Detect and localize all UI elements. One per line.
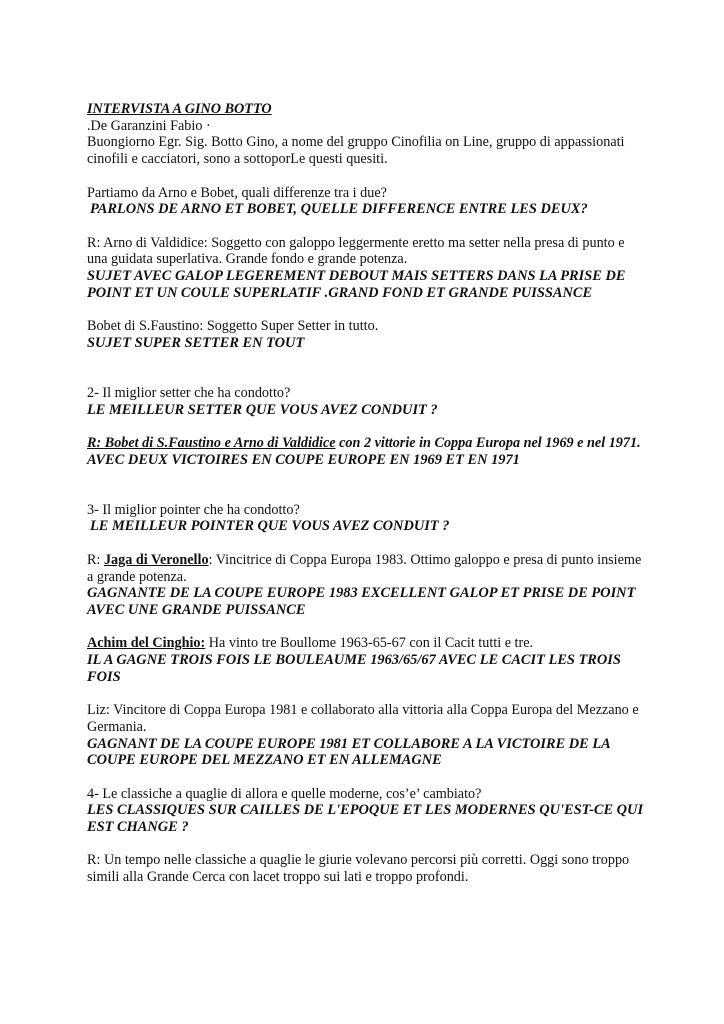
answer-3-jaga-name: Jaga di Veronello — [103, 551, 209, 568]
question-2-italian: 2- Il miglior setter che ha condotto? — [87, 384, 291, 401]
answer-4-italian: R: Un tempo nelle classiche a quaglie le giurie volevano percorsi più corretti. Oggi sono troppo simili alla Grande Cerca con lacet troppo sui lati e troppo profondi. — [87, 852, 630, 886]
question-3-french: LE MEILLEUR POINTER QUE VOUS AVEZ CONDUIT ? — [90, 518, 450, 535]
answer-3-achim-rest: Ha vinto tre Boullome 1963-65-67 con il Cacit tutti e tre. — [205, 635, 534, 652]
question-1-french: PARLONS DE ARNO ET BOBET, QUELLE DIFFERENCE ENTRE LES DEUX? — [90, 201, 588, 218]
answer-1-arno-french: SUJET AVEC GALOP LEGEREMENT DEBOUT MAIS SETTERS DANS LA PRISE DE POINT ET UN COULE SUPERLATIF .GRAND FOND ET GRANDE PUISSANCE — [87, 268, 626, 301]
question-3-italian: 3- Il miglior pointer che ha condotto? — [87, 501, 300, 518]
answer-3-liz-italian: Liz: Vincitore di Coppa Europa 1981 e collaborato alla vittoria alla Coppa Europa del Mezzano e Germania. — [87, 702, 639, 735]
answer-1-bobet-italian: Bobet di S.Faustino: Soggetto Super Setter in tutto. — [87, 318, 379, 335]
answer-1-bobet-french: SUJET SUPER SETTER EN TOUT — [87, 334, 305, 351]
answer-3-jaga-rest: : Vincitrice di Coppa Europa 1983. Ottimo galoppo e presa di punto insieme a grande potenza. — [87, 551, 642, 585]
document-page — [87, 101, 647, 886]
answer-1-arno-italian: R: Arno di Valdidice: Soggetto con galoppo leggermente eretto ma setter nella presa di punto e una guidata superlativa. Grande fondo e grande potenza. — [87, 234, 625, 268]
document-title: INTERVISTA A GINO BOTTO — [87, 101, 272, 117]
answer-2-french: AVEC DEUX VICTOIRES EN COUPE EUROPE EN 1969 ET EN 1971 — [87, 451, 520, 468]
question-2-french: LE MEILLEUR SETTER QUE VOUS AVEZ CONDUIT ? — [87, 401, 438, 418]
answer-3-achim-italian — [87, 635, 647, 652]
question-4-french: LES CLASSIQUES SUR CAILLES DE L'EPOQUE ET LES MODERNES QU'EST-CE QUI EST CHANGE ? — [87, 802, 644, 836]
answer-2-italian — [87, 435, 647, 452]
question-1-italian: Partiamo da Arno e Bobet, quali differenze tra i due? — [87, 184, 387, 201]
answer-3-liz-french: GAGNANT DE LA COUPE EUROPE 1981 ET COLLABORE A LA VICTOIRE DE LA COUPE EUROPE DEL MEZZANO ET EN ALLEMAGNE — [87, 735, 610, 769]
question-4-italian: 4- Le classiche a quaglie di allora e quelle moderne, cos’e’ cambiato? — [87, 785, 482, 802]
answer-2-rest: con 2 vittorie in Coppa Europa nel 1969 e nel 1971. — [335, 434, 641, 451]
answer-3-jaga-italian — [87, 552, 647, 585]
answer-3-achim-french: IL A GAGNE TROIS FOIS LE BOULEAUME 1963/65/67 AVEC LE CACIT LES TROIS FOIS — [87, 652, 621, 685]
answer-3-prefix: R: — [87, 551, 104, 568]
answer-3-achim-name: Achim del Cinghio: — [87, 635, 206, 652]
answer-3-jaga-french: GAGNANTE DE LA COUPE EUROPE 1983 EXCELLENT GALOP ET PRISE DE POINT AVEC UNE GRANDE PUISSANCE — [87, 585, 636, 618]
intro-paragraph: Buongiorno Egr. Sig. Botto Gino, a nome del gruppo Cinofilia on Line, gruppo di appassionati cinofili e cacciatori, sono a sottoporLe questi quesiti. — [87, 134, 625, 168]
author-line: .De Garanzini Fabio · — [87, 117, 211, 134]
answer-2-dog-names: R: Bobet di S.Faustino e Arno di Valdidice — [87, 434, 336, 451]
